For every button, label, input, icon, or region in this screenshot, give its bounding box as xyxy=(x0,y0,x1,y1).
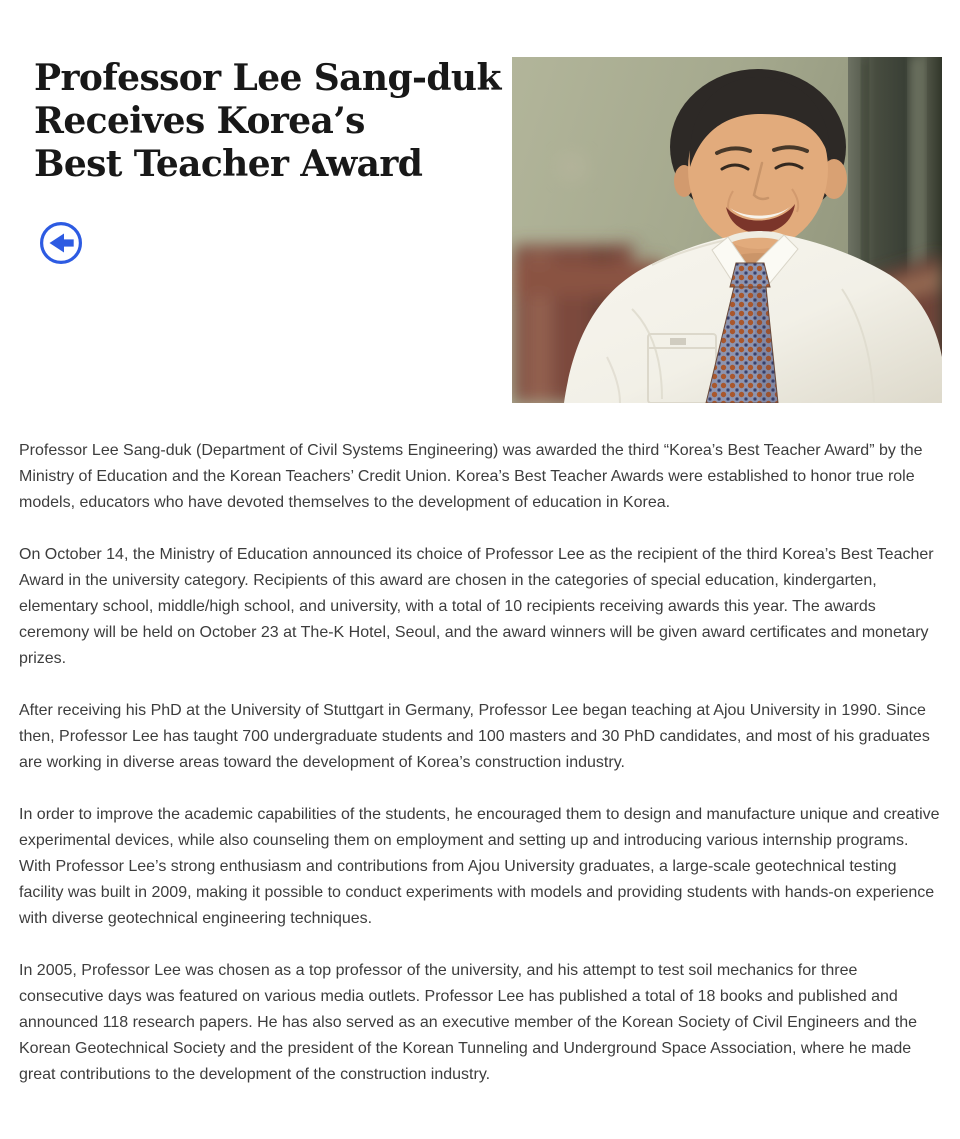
page-title-line-2: Receives Korea’s xyxy=(34,100,365,142)
article-paragraph-5: In 2005, Professor Lee was chosen as a top professor of the university, and his attempt to test soil mechanics for three consecutive days was featured on various media outlets. Professor Lee has published a total of 18 books and published and announced 118 research papers. He has also served as an executive member of the Korean Society of Civil Engineers and the Korean Geotechnical Society and the president of the Korean Tunneling and Underground Space Association, where he made great contributions to the development of the construction industry. xyxy=(19,962,918,1083)
professor-photo-illustration xyxy=(512,57,942,403)
article-paragraph-3: After receiving his PhD at the University of Stuttgart in Germany, Professor Lee began teaching at Ajou University in 1990. Since then, Professor Lee has taught 700 undergraduate students and 100 masters and 30 PhD candidates, and most of his graduates are working in diverse areas toward the development of Korea’s construction industry. xyxy=(19,702,930,771)
page-title-line-1: Professor Lee Sang-duk xyxy=(34,57,501,99)
article-paragraph-1: Professor Lee Sang-duk (Department of Civil Systems Engineering) was awarded the third “Korea’s Best Teacher Award” by the Ministry of Education and the Korean Teachers’ Credit Union. Korea’s Best Teacher Awards were established to honor true role models, educators who have devoted themselves to the development of education in Korea. xyxy=(19,442,923,511)
page-title-line-3: Best Teacher Award xyxy=(34,143,423,185)
back-button[interactable] xyxy=(38,220,84,266)
article-paragraph-4: In order to improve the academic capabilities of the students, he encouraged them to design and manufacture unique and creative experimental devices, while also counseling them on employment and setting up and introducing various internship programs. With Professor Lee’s strong enthusiasm and contributions from Ajou University graduates, a large-scale geotechnical testing facility was built in 2009, making it possible to conduct experiments with models and providing students with hands-on experience with diverse geotechnical engineering techniques. xyxy=(19,806,940,927)
professor-photo xyxy=(512,57,942,403)
article-paragraph-2: On October 14, the Ministry of Education announced its choice of Professor Lee as the recipient of the third Korea’s Best Teacher Award in the university category. Recipients of this award are chosen in the categories of special education, kindergarten, elementary school, middle/high school, and university, with a total of 10 recipients receiving awards this year. The awards ceremony will be held on October 23 at The-K Hotel, Seoul, and the award winners will be given award certificates and monetary prizes. xyxy=(19,546,934,667)
arrow-left-circle-icon xyxy=(38,220,84,266)
page-title xyxy=(34,57,501,186)
article-body xyxy=(0,403,960,1114)
